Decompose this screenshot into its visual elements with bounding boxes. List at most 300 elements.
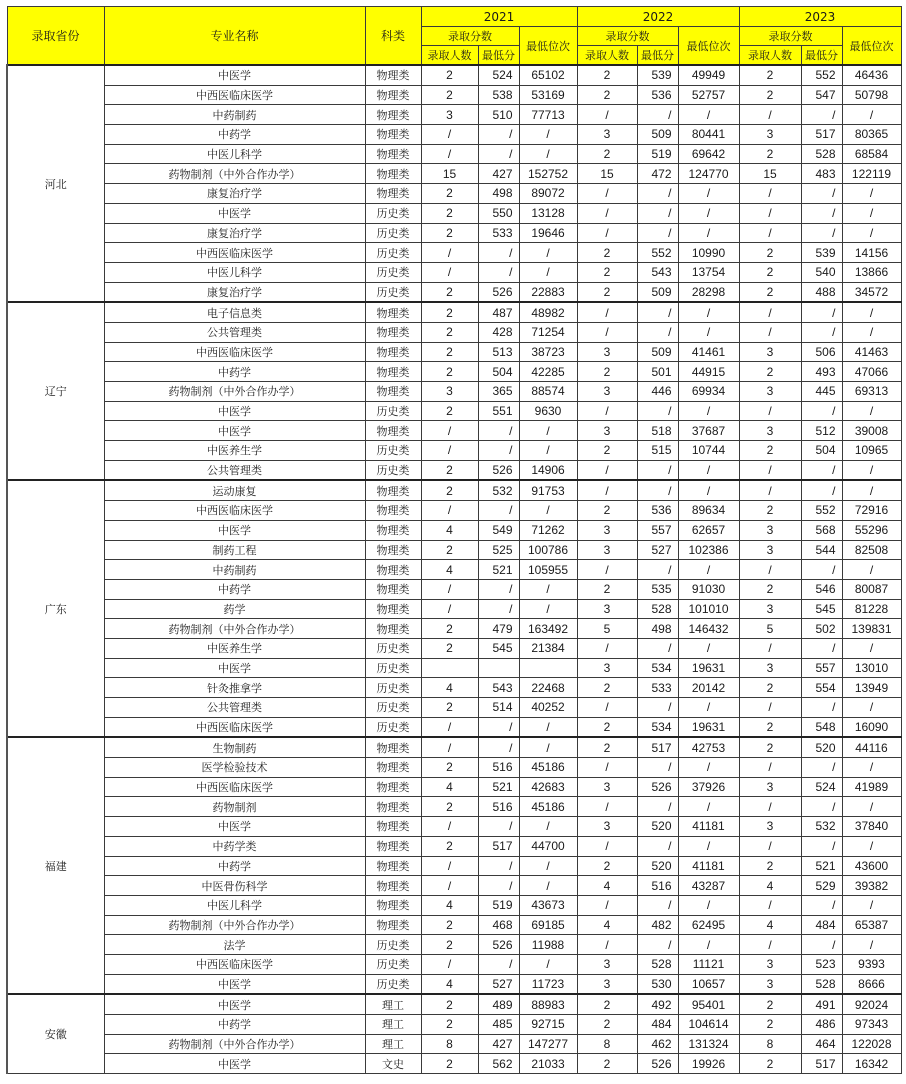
table-row <box>7 125 901 145</box>
min-rank-cell: / <box>519 579 577 599</box>
count-cell: 2 <box>421 1015 478 1035</box>
min-score-cell: 539 <box>801 243 842 263</box>
major-cell: 中医养生学 <box>104 441 365 461</box>
min-score-cell: 509 <box>637 342 678 362</box>
min-rank-cell: / <box>519 599 577 619</box>
min-rank-cell: 43600 <box>842 856 901 876</box>
min-rank-cell: 44915 <box>678 362 739 382</box>
table-row <box>7 302 901 322</box>
count-cell: / <box>739 895 801 915</box>
count-cell: 2 <box>739 144 801 164</box>
min-score-cell: 527 <box>478 974 519 994</box>
min-rank-cell: 139831 <box>842 619 901 639</box>
count-cell: 3 <box>739 777 801 797</box>
major-cell: 中医学 <box>104 421 365 441</box>
min-rank-cell: 48982 <box>519 302 577 322</box>
min-rank-cell: / <box>678 460 739 480</box>
min-rank-cell: 16090 <box>842 717 901 737</box>
min-rank-cell: / <box>519 441 577 461</box>
min-score-cell: / <box>637 935 678 955</box>
count-cell: 2 <box>577 856 637 876</box>
min-rank-cell: 65387 <box>842 915 901 935</box>
min-score-cell: / <box>637 895 678 915</box>
min-rank-cell: / <box>678 935 739 955</box>
min-score-cell: 546 <box>801 579 842 599</box>
table-row <box>7 282 901 302</box>
min-rank-cell: 69642 <box>678 144 739 164</box>
min-rank-cell: 124770 <box>678 164 739 184</box>
count-cell: 3 <box>577 125 637 145</box>
count-cell: / <box>421 599 478 619</box>
min-rank-cell: 11988 <box>519 935 577 955</box>
major-cell: 中医学 <box>104 974 365 994</box>
table-row <box>7 85 901 105</box>
min-rank-cell: 53169 <box>519 85 577 105</box>
min-rank-cell: / <box>519 817 577 837</box>
min-score-cell: 516 <box>478 797 519 817</box>
min-rank-cell: / <box>519 501 577 521</box>
min-score-cell: / <box>637 223 678 243</box>
min-rank-cell: 21033 <box>519 1054 577 1074</box>
header-year-2023: 2023 <box>739 7 901 27</box>
min-rank-cell: 80365 <box>842 125 901 145</box>
min-rank-cell: / <box>678 758 739 778</box>
min-score-cell: / <box>637 480 678 500</box>
min-score-cell: 498 <box>478 184 519 204</box>
table-row <box>7 203 901 223</box>
subject-cell: 物理类 <box>365 836 421 856</box>
min-score-cell: 487 <box>478 302 519 322</box>
count-cell: / <box>577 935 637 955</box>
min-rank-cell: 82508 <box>842 540 901 560</box>
min-score-cell: 479 <box>478 619 519 639</box>
count-cell: 3 <box>739 125 801 145</box>
min-rank-cell: 20142 <box>678 678 739 698</box>
min-rank-cell: / <box>678 560 739 580</box>
count-cell: / <box>577 302 637 322</box>
table-row <box>7 737 901 757</box>
count-cell: / <box>421 243 478 263</box>
count-cell: 2 <box>421 362 478 382</box>
min-rank-cell: / <box>519 954 577 974</box>
subject-cell: 物理类 <box>365 737 421 757</box>
min-rank-cell: 39382 <box>842 876 901 896</box>
min-rank-cell: 80087 <box>842 579 901 599</box>
count-cell: 4 <box>739 876 801 896</box>
major-cell: 中医儿科学 <box>104 895 365 915</box>
count-cell: 4 <box>577 876 637 896</box>
min-score-cell: 526 <box>478 935 519 955</box>
min-score-cell: 526 <box>478 460 519 480</box>
major-cell: 制药工程 <box>104 540 365 560</box>
min-score-cell: 545 <box>801 599 842 619</box>
count-cell: / <box>739 638 801 658</box>
count-cell: 3 <box>577 658 637 678</box>
count-cell: 3 <box>577 342 637 362</box>
min-rank-cell: 42683 <box>519 777 577 797</box>
major-cell: 中药制药 <box>104 560 365 580</box>
major-cell: 中西医临床医学 <box>104 342 365 362</box>
count-cell: / <box>421 262 478 282</box>
min-score-cell: 482 <box>637 915 678 935</box>
min-score-cell: 517 <box>801 1054 842 1074</box>
table-row <box>7 520 901 540</box>
count-cell: 2 <box>739 856 801 876</box>
min-score-cell: 545 <box>478 638 519 658</box>
major-cell: 药物制剂 <box>104 797 365 817</box>
table-row <box>7 460 901 480</box>
min-score-cell: 530 <box>637 974 678 994</box>
subject-cell: 物理类 <box>365 777 421 797</box>
major-cell: 中医儿科学 <box>104 144 365 164</box>
count-cell: 3 <box>577 974 637 994</box>
min-rank-cell: 9393 <box>842 954 901 974</box>
subject-cell: 历史类 <box>365 974 421 994</box>
min-rank-cell: 97343 <box>842 1015 901 1035</box>
min-score-cell: 462 <box>637 1034 678 1054</box>
major-cell: 中西医临床医学 <box>104 501 365 521</box>
count-cell: 2 <box>421 758 478 778</box>
count-cell: / <box>421 144 478 164</box>
min-score-cell: 554 <box>801 678 842 698</box>
min-rank-cell: / <box>678 184 739 204</box>
subject-cell: 历史类 <box>365 203 421 223</box>
min-score-cell: 544 <box>801 540 842 560</box>
subject-cell: 物理类 <box>365 817 421 837</box>
table-row <box>7 65 901 85</box>
min-rank-cell: 21384 <box>519 638 577 658</box>
min-rank-cell: / <box>842 184 901 204</box>
count-cell: / <box>739 302 801 322</box>
count-cell: / <box>421 737 478 757</box>
min-score-cell: 524 <box>478 65 519 85</box>
min-score-cell: / <box>801 401 842 421</box>
min-score-cell: 528 <box>637 599 678 619</box>
min-score-cell: 538 <box>478 85 519 105</box>
min-score-cell: 484 <box>637 1015 678 1035</box>
province-cell: 辽宁 <box>7 302 104 480</box>
min-rank-cell: 42753 <box>678 737 739 757</box>
table-row <box>7 421 901 441</box>
min-rank-cell: / <box>519 876 577 896</box>
count-cell: 5 <box>577 619 637 639</box>
min-score-cell: 525 <box>478 540 519 560</box>
min-score-cell: / <box>637 302 678 322</box>
min-rank-cell: 77713 <box>519 105 577 125</box>
subject-cell: 文史 <box>365 1054 421 1074</box>
min-score-cell: / <box>478 125 519 145</box>
min-rank-cell: 69313 <box>842 382 901 402</box>
subject-cell: 物理类 <box>365 579 421 599</box>
min-score-cell: / <box>801 460 842 480</box>
table-row <box>7 144 901 164</box>
table-row <box>7 105 901 125</box>
count-cell: 2 <box>577 737 637 757</box>
count-cell: 2 <box>421 322 478 342</box>
min-rank-cell: 52757 <box>678 85 739 105</box>
min-rank-cell: 37926 <box>678 777 739 797</box>
min-rank-cell: / <box>678 322 739 342</box>
min-score-cell: 552 <box>637 243 678 263</box>
min-rank-cell: 72916 <box>842 501 901 521</box>
table-row <box>7 994 901 1014</box>
count-cell: / <box>739 460 801 480</box>
major-cell: 法学 <box>104 935 365 955</box>
min-rank-cell: / <box>678 105 739 125</box>
min-score-cell: 529 <box>801 876 842 896</box>
table-row <box>7 441 901 461</box>
min-score-cell: 517 <box>478 836 519 856</box>
count-cell: 3 <box>739 658 801 678</box>
min-rank-cell: / <box>842 302 901 322</box>
min-score-cell: 568 <box>801 520 842 540</box>
table-row <box>7 974 901 994</box>
count-cell: / <box>577 203 637 223</box>
header-year-2022: 2022 <box>577 7 739 27</box>
min-rank-cell: 62495 <box>678 915 739 935</box>
min-score-cell: / <box>637 203 678 223</box>
min-rank-cell: 19926 <box>678 1054 739 1074</box>
min-rank-cell: 13949 <box>842 678 901 698</box>
count-cell: 4 <box>421 974 478 994</box>
min-rank-cell: 10744 <box>678 441 739 461</box>
count-cell: 4 <box>421 895 478 915</box>
count-cell: 2 <box>421 698 478 718</box>
table-row <box>7 322 901 342</box>
min-score-cell: / <box>801 698 842 718</box>
subject-cell: 物理类 <box>365 540 421 560</box>
min-rank-cell: 11723 <box>519 974 577 994</box>
major-cell: 中西医临床医学 <box>104 85 365 105</box>
count-cell: 2 <box>421 302 478 322</box>
min-score-cell: / <box>478 579 519 599</box>
count-cell: / <box>421 421 478 441</box>
count-cell: / <box>577 560 637 580</box>
table-row <box>7 698 901 718</box>
count-cell: / <box>739 223 801 243</box>
min-rank-cell: 163492 <box>519 619 577 639</box>
min-score-cell: 532 <box>801 817 842 837</box>
count-cell: 2 <box>421 935 478 955</box>
min-rank-cell: 49949 <box>678 65 739 85</box>
min-rank-cell: 9630 <box>519 401 577 421</box>
min-score-cell: / <box>478 421 519 441</box>
min-rank-cell: 19631 <box>678 717 739 737</box>
table-row <box>7 758 901 778</box>
min-score-cell: 528 <box>801 974 842 994</box>
count-cell: 3 <box>577 954 637 974</box>
min-rank-cell: 13754 <box>678 262 739 282</box>
min-score-cell: 521 <box>478 777 519 797</box>
major-cell: 康复治疗学 <box>104 282 365 302</box>
major-cell: 药学 <box>104 599 365 619</box>
min-score-cell: 549 <box>478 520 519 540</box>
min-score-cell: / <box>801 836 842 856</box>
min-score-cell: 509 <box>637 282 678 302</box>
min-rank-cell: 16342 <box>842 1054 901 1074</box>
subject-cell: 历史类 <box>365 678 421 698</box>
count-cell: 8 <box>577 1034 637 1054</box>
min-score-cell: 446 <box>637 382 678 402</box>
min-score-cell: / <box>801 895 842 915</box>
count-cell: / <box>421 876 478 896</box>
min-rank-cell: / <box>678 480 739 500</box>
subject-cell: 历史类 <box>365 698 421 718</box>
min-rank-cell: / <box>842 638 901 658</box>
table-row <box>7 579 901 599</box>
count-cell: 2 <box>577 144 637 164</box>
min-rank-cell: / <box>842 797 901 817</box>
min-rank-cell: 37687 <box>678 421 739 441</box>
count-cell: / <box>739 480 801 500</box>
count-cell: 3 <box>421 105 478 125</box>
table-row <box>7 678 901 698</box>
major-cell: 康复治疗学 <box>104 184 365 204</box>
count-cell: 2 <box>421 282 478 302</box>
table-row <box>7 243 901 263</box>
min-score-cell: / <box>801 302 842 322</box>
table-row <box>7 915 901 935</box>
min-rank-cell: 122119 <box>842 164 901 184</box>
count-cell <box>421 658 478 678</box>
min-score-cell: / <box>801 105 842 125</box>
subject-cell: 历史类 <box>365 223 421 243</box>
min-score-cell: / <box>478 262 519 282</box>
count-cell: / <box>577 401 637 421</box>
major-cell: 中医骨伤科学 <box>104 876 365 896</box>
count-cell: 2 <box>739 717 801 737</box>
min-rank-cell: 19646 <box>519 223 577 243</box>
min-rank-cell: 89634 <box>678 501 739 521</box>
count-cell: 2 <box>739 501 801 521</box>
count-cell: / <box>577 797 637 817</box>
min-rank-cell: / <box>678 223 739 243</box>
count-cell: 15 <box>421 164 478 184</box>
count-cell: / <box>739 698 801 718</box>
header-min-score-2021: 最低分 <box>478 46 519 66</box>
min-rank-cell: / <box>678 698 739 718</box>
min-rank-cell: 88983 <box>519 994 577 1014</box>
min-score-cell: 506 <box>801 342 842 362</box>
major-cell: 中西医临床医学 <box>104 243 365 263</box>
count-cell: 4 <box>577 915 637 935</box>
count-cell: 2 <box>421 638 478 658</box>
min-score-cell: / <box>801 935 842 955</box>
subject-cell: 历史类 <box>365 638 421 658</box>
min-rank-cell: 71254 <box>519 322 577 342</box>
min-score-cell: / <box>478 856 519 876</box>
min-score-cell: 491 <box>801 994 842 1014</box>
table-row <box>7 262 901 282</box>
table-row <box>7 223 901 243</box>
min-rank-cell: 19631 <box>678 658 739 678</box>
min-rank-cell: / <box>842 105 901 125</box>
min-score-cell: 552 <box>801 501 842 521</box>
subject-cell: 物理类 <box>365 895 421 915</box>
count-cell: 2 <box>577 678 637 698</box>
count-cell: 2 <box>739 65 801 85</box>
min-score-cell: 468 <box>478 915 519 935</box>
min-score-cell: 486 <box>801 1015 842 1035</box>
major-cell: 中西医临床医学 <box>104 717 365 737</box>
min-rank-cell: 41461 <box>678 342 739 362</box>
min-score-cell: 526 <box>478 282 519 302</box>
min-rank-cell: 147277 <box>519 1034 577 1054</box>
min-score-cell: 535 <box>637 579 678 599</box>
min-score-cell: / <box>801 203 842 223</box>
min-score-cell: 524 <box>801 777 842 797</box>
min-rank-cell: / <box>842 836 901 856</box>
table-row <box>7 717 901 737</box>
min-score-cell: 501 <box>637 362 678 382</box>
min-rank-cell: 44700 <box>519 836 577 856</box>
subject-cell: 物理类 <box>365 322 421 342</box>
major-cell: 中医学 <box>104 1054 365 1074</box>
subject-cell: 物理类 <box>365 876 421 896</box>
min-score-cell: 445 <box>801 382 842 402</box>
header-count-2022: 录取人数 <box>577 46 637 66</box>
min-rank-cell: 46436 <box>842 65 901 85</box>
subject-cell: 物理类 <box>365 915 421 935</box>
count-cell: 3 <box>577 382 637 402</box>
min-score-cell: / <box>478 243 519 263</box>
min-score-cell: 528 <box>637 954 678 974</box>
count-cell: / <box>739 935 801 955</box>
header-subject: 科类 <box>365 7 421 66</box>
count-cell: 2 <box>421 401 478 421</box>
min-score-cell: 536 <box>637 501 678 521</box>
table-row <box>7 1054 901 1074</box>
min-rank-cell: 81228 <box>842 599 901 619</box>
min-score-cell: / <box>801 184 842 204</box>
subject-cell: 理工 <box>365 994 421 1014</box>
table-row <box>7 876 901 896</box>
major-cell: 中医学 <box>104 65 365 85</box>
major-cell: 中药学 <box>104 856 365 876</box>
count-cell: 2 <box>739 441 801 461</box>
min-score-cell: 557 <box>637 520 678 540</box>
min-rank-cell: 44116 <box>842 737 901 757</box>
subject-cell: 物理类 <box>365 599 421 619</box>
count-cell: 3 <box>577 520 637 540</box>
table-row <box>7 954 901 974</box>
subject-cell: 历史类 <box>365 441 421 461</box>
major-cell: 生物制药 <box>104 737 365 757</box>
min-rank-cell: / <box>519 144 577 164</box>
min-rank-cell: 41989 <box>842 777 901 797</box>
min-rank-cell: / <box>842 935 901 955</box>
count-cell: 2 <box>421 203 478 223</box>
min-score-cell: 517 <box>637 737 678 757</box>
min-rank-cell: 95401 <box>678 994 739 1014</box>
min-score-cell: 540 <box>801 262 842 282</box>
subject-cell: 物理类 <box>365 164 421 184</box>
subject-cell: 历史类 <box>365 717 421 737</box>
min-score-cell: / <box>478 737 519 757</box>
count-cell: 2 <box>577 1015 637 1035</box>
count-cell: 2 <box>577 717 637 737</box>
count-cell: / <box>577 480 637 500</box>
subject-cell: 历史类 <box>365 658 421 678</box>
subject-cell: 物理类 <box>365 382 421 402</box>
province-cell: 广东 <box>7 480 104 737</box>
count-cell: 2 <box>421 1054 478 1074</box>
major-cell: 中药制药 <box>104 105 365 125</box>
table-row <box>7 817 901 837</box>
subject-cell: 物理类 <box>365 619 421 639</box>
min-rank-cell: 88574 <box>519 382 577 402</box>
subject-cell: 历史类 <box>365 262 421 282</box>
